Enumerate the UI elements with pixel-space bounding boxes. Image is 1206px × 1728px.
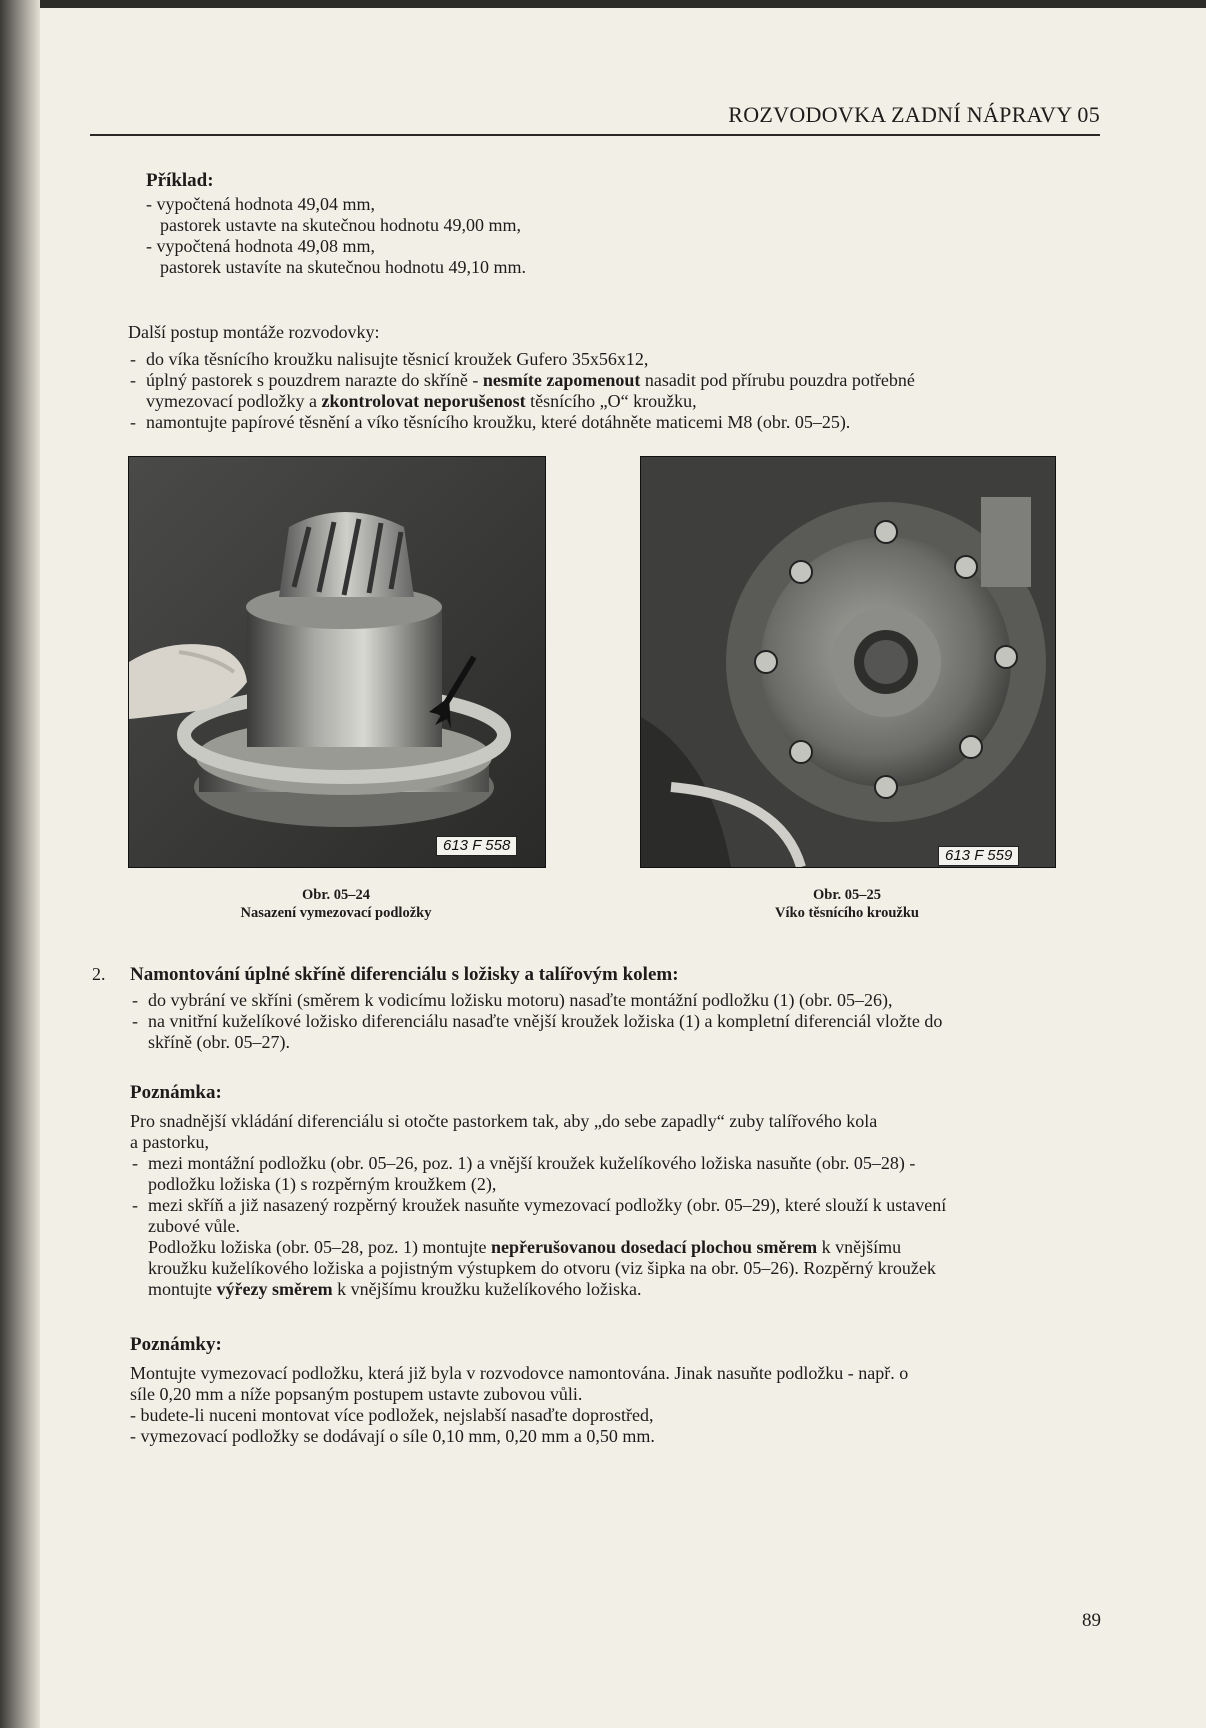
procedure-item-text: nasadit pod přírubu pouzdra potřebné	[640, 370, 915, 390]
note-text: Podložku ložiska (obr. 05–28, poz. 1) montujte	[148, 1237, 491, 1257]
section-item-text: do vybrání ve skříni (směrem k vodicímu ložisku motoru) nasaďte montážní podložku (1) (obr. 05–26),	[148, 990, 893, 1010]
note-heading: Poznámka:	[130, 1082, 222, 1103]
section-title: Namontování úplné skříně diferenciálu s ložisky a talířovým kolem:	[130, 964, 679, 985]
example-heading: Příklad:	[146, 170, 214, 191]
section-item-text: na vnitřní kuželíkové ložisko diferenciálu nasaďte vnější kroužek ložiska (1) a kompletní diferenciál vložte do	[148, 1011, 943, 1031]
note-item	[130, 1195, 1105, 1216]
note-text: montujte	[148, 1279, 217, 1299]
note-text: k vnějšímu	[817, 1237, 902, 1257]
page-number: 89	[1082, 1610, 1101, 1631]
note-paragraph	[130, 1237, 1105, 1258]
note-item-text: mezi skříň a již nasazený rozpěrný kroužek nasuňte vymezovací podložky (obr. 05–29), které slouží k ustavení	[148, 1195, 947, 1215]
figure-title: Víko těsnícího kroužku	[775, 905, 919, 921]
note-paragraph	[130, 1279, 1105, 1300]
example-line: - vypočtená hodnota 49,08 mm,	[146, 236, 375, 256]
procedure-item-text: vymezovací podložky a	[146, 391, 322, 411]
section-2	[92, 964, 1104, 1053]
note-block	[130, 1082, 1105, 1300]
section-item	[130, 1011, 1104, 1032]
procedure-item	[128, 349, 1103, 370]
figure-title: Nasazení vymezovací podložky	[240, 905, 432, 921]
emphasis-text: nepřerušovanou dosedací plochou směrem	[490, 1237, 818, 1257]
notes-heading: Poznámky:	[130, 1334, 222, 1355]
pinion-housing-illustration	[129, 457, 545, 867]
section-item	[130, 990, 1104, 1011]
note-item-continuation: zubové vůle.	[148, 1216, 240, 1236]
emphasis-text: výřezy směrem	[216, 1279, 333, 1299]
figure-photo-pinion-shim	[128, 456, 546, 868]
note-item-continuation: podložku ložiska (1) s rozpěrným kroužkem (2),	[148, 1174, 497, 1194]
example-block	[146, 170, 706, 278]
note-paragraph: kroužku kuželíkového ložiska a pojistným výstupkem do otvoru (viz šipka na obr. 05–26). Rozpěrný kroužek	[148, 1258, 936, 1278]
example-line: - vypočtená hodnota 49,04 mm,	[146, 194, 375, 214]
example-line: pastorek ustavte na skutečnou hodnotu 49,00 mm,	[160, 215, 521, 235]
emphasis-text: nesmíte zapomenout	[482, 370, 641, 390]
procedure-item-text: úplný pastorek s pouzdrem narazte do skříně -	[146, 370, 483, 390]
note-item	[130, 1153, 1105, 1174]
figure-number: Obr. 05–24	[302, 887, 370, 903]
figure-reference-label: 613 F 558	[436, 836, 517, 856]
procedure-item-text: namontujte papírové těsnění a víko těsnícího kroužku, které dotáhněte maticemi M8 (obr. 05–25).	[146, 412, 851, 432]
notes-text: - vymezovací podložky se dodávají o síle 0,10 mm, 0,20 mm a 0,50 mm.	[130, 1426, 655, 1446]
note-item-text: mezi montážní podložku (obr. 05–26, poz. 1) a vnější kroužek kuželíkového ložiska nasuňte (obr. 05–28) -	[148, 1153, 916, 1173]
figure-number: Obr. 05–25	[813, 887, 881, 903]
emphasis-text: zkontrolovat neporušenost	[321, 391, 526, 411]
note-text: Pro snadnější vkládání diferenciálu si otočte pastorkem tak, aby „do sebe zapadly“ zuby talířového kola	[130, 1111, 878, 1131]
notes-text: - budete-li nuceni montovat více podložek, nejslabší nasaďte doprostřed,	[130, 1405, 654, 1425]
note-text: a pastorku,	[130, 1132, 209, 1152]
procedure-item	[128, 370, 1103, 391]
notes-text: síle 0,20 mm a níže popsaným postupem ustavte zubovou vůli.	[130, 1384, 583, 1404]
header-title: ROZVODOVKA ZADNÍ NÁPRAVY 05	[728, 102, 1100, 127]
notes-block	[130, 1334, 1105, 1447]
section-item-continuation: skříně (obr. 05–27).	[148, 1032, 290, 1052]
book-binding-edge	[0, 0, 40, 1728]
page-header	[90, 100, 1100, 136]
procedure-item	[128, 412, 1103, 433]
procedure-item-text: těsnícího „O“ kroužku,	[525, 391, 697, 411]
example-line: pastorek ustavíte na skutečnou hodnotu 49,10 mm.	[160, 257, 526, 277]
figure-caption	[128, 886, 544, 922]
note-text: k vnějšímu kroužku kuželíkového ložiska.	[332, 1279, 642, 1299]
figure-reference-label: 613 F 559	[938, 846, 1019, 866]
scan-top-edge	[0, 0, 1206, 8]
seal-cover-illustration	[641, 457, 1055, 867]
section-number: 2.	[92, 964, 106, 984]
procedure-item-text: do víka těsnícího kroužku nalisujte těsnicí kroužek Gufero 35x56x12,	[146, 349, 649, 369]
procedure-intro: Další postup montáže rozvodovky:	[128, 322, 380, 342]
procedure-block	[128, 322, 1103, 433]
notes-text: Montujte vymezovací podložku, která již byla v rozvodovce namontována. Jinak nasuňte podložku - např. o	[130, 1363, 909, 1383]
figure-caption	[640, 886, 1054, 922]
figure-photo-seal-cover	[640, 456, 1056, 868]
procedure-item-continuation	[128, 391, 1103, 412]
